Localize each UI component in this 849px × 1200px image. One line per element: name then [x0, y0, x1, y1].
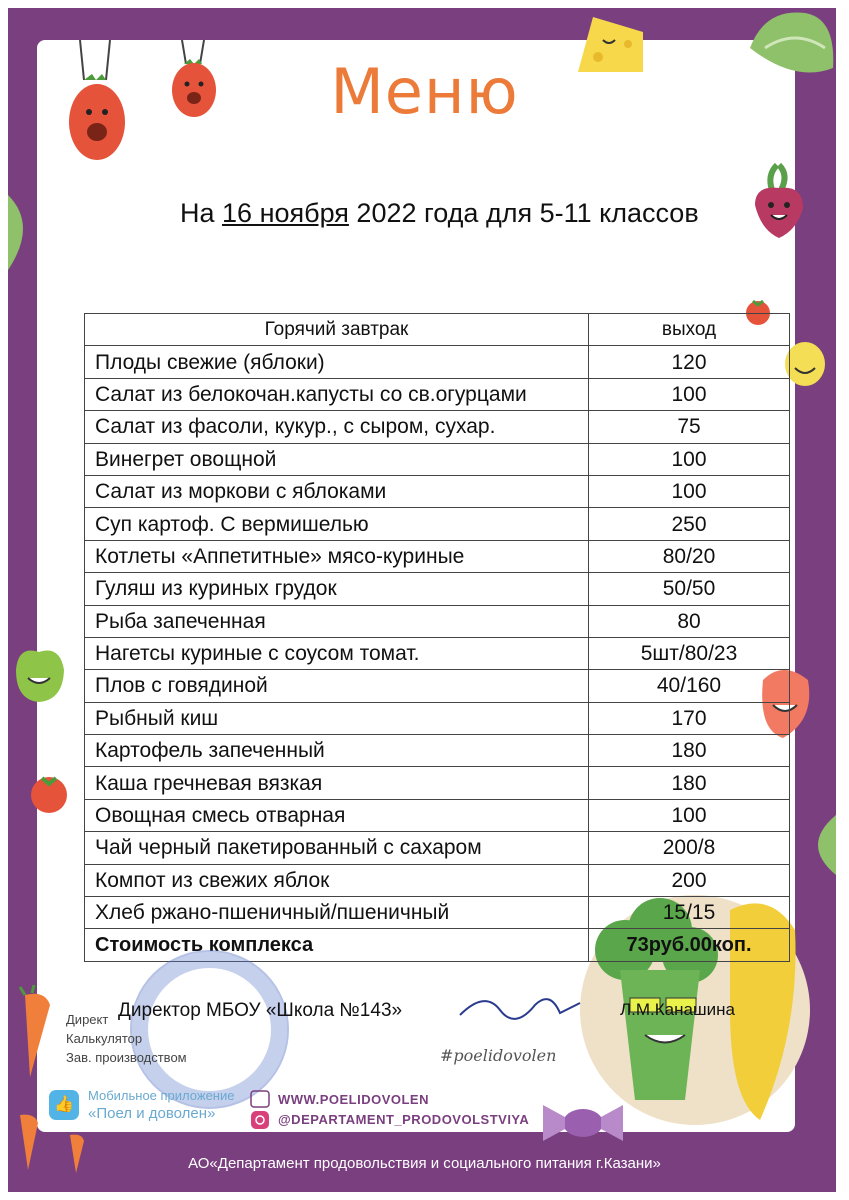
carrot-character-icon: [10, 985, 60, 1080]
column-header-qty: выход: [589, 314, 790, 346]
leaf-left-icon: [8, 195, 38, 270]
dish-qty: 100: [589, 475, 790, 507]
instagram-link[interactable]: @DEPARTAMENT_PRODOVOLSTVIYA: [278, 1112, 530, 1127]
table-row: [85, 799, 790, 831]
dish-qty: 5шт/80/23: [589, 637, 790, 669]
dish-name: Гуляш из куриных грудок: [85, 573, 589, 605]
table-row: [85, 637, 790, 669]
table-row: [85, 670, 790, 702]
table-row: [85, 508, 790, 540]
dish-name: Салат из фасоли, кукур., с сыром, сухар.: [85, 411, 589, 443]
director-title: Директор МБОУ «Школа №143»: [118, 1000, 403, 1021]
menu-date: 16 ноября: [222, 198, 349, 228]
table-row: [85, 540, 790, 572]
dish-qty: 180: [589, 767, 790, 799]
total-label: Стоимость комплекса: [85, 929, 589, 961]
table-row: [85, 411, 790, 443]
dish-name: Чай черный пакетированный с сахаром: [85, 832, 589, 864]
leaf-right-icon: [800, 815, 836, 875]
app-line-2: «Поел и доволен»: [88, 1105, 216, 1122]
dish-name: Картофель запеченный: [85, 735, 589, 767]
dish-qty: 170: [589, 702, 790, 734]
dish-name: Плоды свежие (яблоки): [85, 346, 589, 378]
table-row: [85, 346, 790, 378]
dish-name: Суп картоф. С вермишелью: [85, 508, 589, 540]
dish-qty: 100: [589, 799, 790, 831]
column-header-dish: Горячий завтрак: [85, 314, 589, 346]
dish-qty: 180: [589, 735, 790, 767]
tomato-small-icon: [28, 770, 70, 815]
date-prefix: На: [180, 198, 223, 228]
dish-name: Овощная смесь отварная: [85, 799, 589, 831]
role-line: Зав. производством: [66, 1050, 187, 1065]
director-name: Л.М.Канашина: [620, 1000, 735, 1019]
dish-name: Салат из белокочан.капусты со св.огурцами: [85, 378, 589, 410]
dish-name: Рыба запеченная: [85, 605, 589, 637]
role-line: Калькулятор: [66, 1031, 143, 1046]
table-row: [85, 864, 790, 896]
dish-name: Нагетсы куриные с соусом томат.: [85, 637, 589, 669]
dish-name: Рыбный киш: [85, 702, 589, 734]
dish-name: Хлеб ржано-пшеничный/пшеничный: [85, 897, 589, 929]
app-line-1: Мобильное приложение: [88, 1088, 235, 1103]
app-promo[interactable]: [88, 1087, 234, 1123]
website-link[interactable]: WWW.POELIDOVOLEN: [278, 1092, 429, 1107]
table-row: [85, 897, 790, 929]
dish-qty: 100: [589, 378, 790, 410]
table-row: [85, 378, 790, 410]
date-suffix: 2022 года для 5-11 классов: [348, 198, 699, 228]
dish-qty: 40/160: [589, 670, 790, 702]
dish-qty: 200/8: [589, 832, 790, 864]
table-row: [85, 605, 790, 637]
footer-organization: АО«Департамент продовольствия и социального питания г.Казани»: [188, 1155, 661, 1172]
table-row: [85, 475, 790, 507]
table-row: [85, 573, 790, 605]
dish-qty: 75: [589, 411, 790, 443]
dish-name: Компот из свежих яблок: [85, 864, 589, 896]
dish-name: Плов с говядиной: [85, 670, 589, 702]
dish-name: Винегрет овощной: [85, 443, 589, 475]
dish-name: Котлеты «Аппетитные» мясо-куриные: [85, 540, 589, 572]
date-line: [180, 198, 699, 229]
beet-character-icon: [747, 160, 809, 240]
role-line: Директ: [66, 1012, 109, 1027]
dish-qty: 120: [589, 346, 790, 378]
table-row: [85, 702, 790, 734]
table-row: [85, 735, 790, 767]
table-row: [85, 443, 790, 475]
app-thumbs-up-icon[interactable]: 👍: [49, 1090, 79, 1120]
menu-table: [84, 313, 790, 962]
dish-qty: 80: [589, 605, 790, 637]
hashtag: #poelidovolen: [440, 1046, 557, 1065]
apple-character-icon: [8, 640, 70, 705]
table-header-row: [85, 314, 790, 346]
table-row: [85, 832, 790, 864]
dish-qty: 100: [589, 443, 790, 475]
page-title: Меню: [330, 55, 519, 128]
instagram-icon: [250, 1110, 270, 1130]
dish-name: Салат из моркови с яблоками: [85, 475, 589, 507]
dish-qty: 15/15: [589, 897, 790, 929]
web-icon: [250, 1090, 270, 1108]
dish-name: Каша гречневая вязкая: [85, 767, 589, 799]
total-price: 73руб.00коп.: [589, 929, 790, 961]
dish-qty: 250: [589, 508, 790, 540]
dish-qty: 80/20: [589, 540, 790, 572]
dish-qty: 200: [589, 864, 790, 896]
handwritten-signature: [455, 985, 585, 1025]
table-row: [85, 767, 790, 799]
dish-qty: 50/50: [589, 573, 790, 605]
candy-icon: [543, 1095, 623, 1150]
